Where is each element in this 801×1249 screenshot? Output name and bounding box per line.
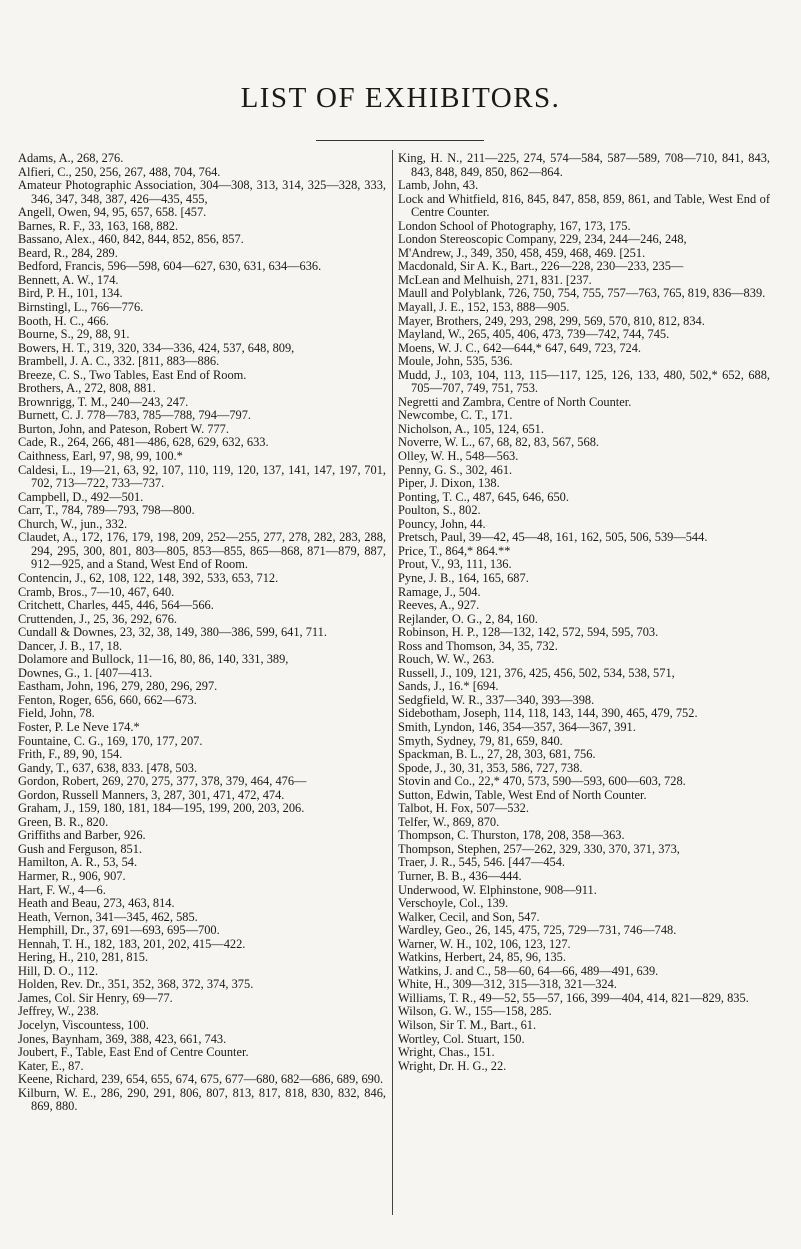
exhibitor-entry: Wilson, G. W., 155—158, 285. [398,1004,552,1019]
exhibitor-entry: Booth, H. C., 466. [18,313,109,328]
exhibitor-entry: Gordon, Russell Manners, 3, 287, 301, 471, 472, 474. [18,787,285,802]
exhibitor-entry: Wardley, Geo., 26, 145, 475, 725, 729—731, 746—748. [398,923,677,938]
exhibitor-entry: Watkins, J. and C., 58—60, 64—66, 489—491, 639. [398,963,659,978]
exhibitor-entry: Kilburn, W. E., 286, 290, 291, 806, 807, 813, 817, 818, 830, 832, 846, 869, 880. [18,1085,386,1114]
exhibitor-entry: Mudd, J., 103, 104, 113, 115—117, 125, 126, 133, 480, 502,* 652, 688, 705—707, 749, 751, 753. [398,367,770,396]
exhibitor-entry: Joubert, F., Table, East End of Centre Counter. [18,1045,249,1060]
exhibitor-entry: Bedford, Francis, 596—598, 604—627, 630, 631, 634—636. [18,259,322,274]
exhibitor-entry: Smyth, Sydney, 79, 81, 659, 840. [398,733,563,748]
exhibitor-entry: Harmer, R., 906, 907. [18,868,126,883]
exhibitor-entry: Brambell, J. A. C., 332. [811, 883—886. [18,354,220,369]
exhibitor-entry: Caldesi, L., 19—21, 63, 92, 107, 110, 119, 120, 137, 141, 147, 197, 701, 702, 713—722, 733—737. [18,462,386,491]
exhibitor-entry: Hill, D. O., 112. [18,963,99,978]
exhibitor-entry: Walker, Cecil, and Son, 547. [398,909,540,924]
exhibitor-entry: Downes, G., 1. [407—413. [18,665,153,680]
exhibitor-entry: Beard, R., 284, 289. [18,245,118,260]
exhibitor-entry: Pouncy, John, 44. [398,516,486,531]
exhibitor-entry: White, H., 309—312, 315—318, 321—324. [398,977,617,992]
exhibitor-entry: Nicholson, A., 105, 124, 651. [398,421,544,436]
exhibitor-entry: Bowers, H. T., 319, 320, 334—336, 424, 537, 648, 809, [18,340,295,355]
exhibitor-entry: Angell, Owen, 94, 95, 657, 658. [457. [18,205,207,220]
exhibitor-entry: Green, B. R., 820. [18,814,109,829]
exhibitor-entry: Bourne, S., 29, 88, 91. [18,327,130,342]
exhibitor-entry: Spackman, B. L., 27, 28, 303, 681, 756. [398,747,596,762]
exhibitor-entry: Brownrigg, T. M., 240—243, 247. [18,394,189,409]
exhibitor-entry: Penny, G. S., 302, 461. [398,462,513,477]
exhibitor-entry: Keene, Richard, 239, 654, 655, 674, 675, 677—680, 682—686, 689, 690. [18,1072,384,1087]
exhibitor-entry: Sutton, Edwin, Table, West End of North Counter. [398,787,647,802]
exhibitor-entry: Telfer, W., 869, 870. [398,814,500,829]
exhibitor-entry: Hart, F. W., 4—6. [18,882,106,897]
exhibitor-entry: Jocelyn, Viscountess, 100. [18,1018,149,1032]
exhibitor-entry: Price, T., 864,* 864.** [398,543,511,558]
exhibitor-entry: Amateur Photographic Association, 304—308, 313, 314, 325—328, 333, 346, 347, 348, 387, 426—435, 455, [18,178,386,206]
exhibitor-entry: Pyne, J. B., 164, 165, 687. [398,570,529,585]
exhibitor-entry: Sands, J., 16.* [694. [398,679,499,694]
exhibitor-entry: Watkins, Herbert, 24, 85, 96, 135. [398,950,566,965]
exhibitor-entry: Jeffrey, W., 238. [18,1004,99,1019]
exhibitor-entry: Hamilton, A. R., 53, 54. [18,855,138,870]
exhibitor-entry: Warner, W. H., 102, 106, 123, 127. [398,936,571,951]
exhibitor-entry: Adams, A., 268, 276. [18,151,124,165]
exhibitor-entry: Foster, P. Le Neve 174.* [18,719,140,734]
exhibitor-entry: Thompson, Stephen, 257—262, 329, 330, 370, 371, 373, [398,841,680,856]
exhibitor-entry: Moens, W. J. C., 642—644,* 647, 649, 723, 724. [398,340,642,355]
exhibitor-entry: Frith, F., 89, 90, 154. [18,747,123,762]
exhibitor-entry: Kater, E., 87. [18,1058,84,1073]
exhibitor-entry: Olley, W. H., 548—563. [398,449,519,464]
column-divider [392,150,393,1215]
exhibitor-entry: Gordon, Robert, 269, 270, 275, 377, 378, 379, 464, 476— [18,774,307,789]
exhibitor-entry: Traer, J. R., 545, 546. [447—454. [398,855,566,870]
exhibitor-entry: Hering, H., 210, 281, 815. [18,950,149,965]
exhibitor-entry: Ramage, J., 504. [398,584,481,599]
exhibitor-entry: Wilson, Sir T. M., Bart., 61. [398,1018,537,1032]
exhibitor-entry: Breeze, C. S., Two Tables, East End of Room. [18,367,247,382]
exhibitor-entry: Bird, P. H., 101, 134. [18,286,123,301]
title-rule [316,140,484,141]
exhibitor-entry: Mayall, J. E., 152, 153, 888—905. [398,300,570,315]
exhibitor-entry: Noverre, W. L., 67, 68, 82, 83, 567, 568. [398,435,599,450]
exhibitor-entry: Thompson, C. Thurston, 178, 208, 358—363. [398,828,625,843]
exhibitor-entry: Sidebotham, Joseph, 114, 118, 143, 144, 390, 465, 479, 752. [398,706,698,721]
exhibitor-entry: Heath and Beau, 273, 463, 814. [18,896,175,911]
exhibitor-entry: Bassano, Alex., 460, 842, 844, 852, 856, 857. [18,232,244,247]
exhibitor-entry: London Stereoscopic Company, 229, 234, 244—246, 248, [398,232,687,247]
exhibitor-entry: Lock and Whitfield, 816, 845, 847, 858, 859, 861, and Table, West End of Centre Counter. [398,191,770,220]
exhibitor-entry: Stovin and Co., 22,* 470, 573, 590—593, 600—603, 728. [398,774,686,789]
exhibitor-entry: Piper, J. Dixon, 138. [398,476,500,491]
exhibitor-entry: Carr, T., 784, 789—793, 798—800. [18,503,195,518]
exhibitor-entry: Turner, B. B., 436—444. [398,868,522,883]
exhibitor-entry: Gush and Ferguson, 851. [18,841,143,856]
exhibitor-entry: Cramb, Bros., 7—10, 467, 640. [18,584,175,599]
exhibitor-entry: Cundall & Downes, 23, 32, 38, 149, 380—386, 599, 641, 711. [18,625,327,640]
exhibitor-entry: King, H. N., 211—225, 274, 574—584, 587—589, 708—710, 841, 843, 843, 848, 849, 850, 862—864. [398,151,770,179]
exhibitor-entry: Griffiths and Barber, 926. [18,828,146,843]
exhibitor-entry: Pretsch, Paul, 39—42, 45—48, 161, 162, 505, 506, 539—544. [398,530,708,545]
exhibitor-entry: Maull and Polyblank, 726, 750, 754, 755, 757—763, 765, 819, 836—839. [398,286,766,301]
page-title: LIST OF EXHIBITORS. [240,82,561,114]
exhibitor-entry: Contencin, J., 62, 108, 122, 148, 392, 533, 653, 712. [18,570,279,585]
exhibitor-entry: Caithness, Earl, 97, 98, 99, 100.* [18,449,183,464]
exhibitor-entry: Verschoyle, Col., 139. [398,896,509,911]
exhibitor-entry: Ross and Thomson, 34, 35, 732. [398,638,558,653]
exhibitor-entry: Lamb, John, 43. [398,178,479,193]
exhibitor-entry: Burton, John, and Pateson, Robert W. 777. [18,421,229,436]
exhibitor-entry: London School of Photography, 167, 173, 175. [398,218,631,233]
exhibitor-entry: Robinson, H. P., 128—132, 142, 572, 594, 595, 703. [398,625,659,640]
exhibitor-entry: Wortley, Col. Stuart, 150. [398,1031,525,1046]
exhibitor-entry: Rouch, W. W., 263. [398,652,495,667]
exhibitor-entry: Underwood, W. Elphinstone, 908—911. [398,882,597,897]
exhibitor-entry: Mayland, W., 265, 405, 406, 473, 739—742, 744, 745. [398,327,670,342]
right-column [398,152,770,1073]
exhibitor-entry: Birnstingl, L., 766—776. [18,300,144,315]
exhibitor-entry: Claudet, A., 172, 176, 179, 198, 209, 252—255, 277, 278, 282, 283, 288, 294, 295, 300, 801, 803—805, 853—855, 865—868, 871—879, 887, 912—925, and a Stand, West End of Room. [18,530,386,572]
exhibitor-entry: Field, John, 78. [18,706,95,721]
exhibitor-entry: Dancer, J. B., 17, 18. [18,638,123,653]
exhibitor-entry: Campbell, D., 492—501. [18,489,144,504]
exhibitor-entry: Spode, J., 30, 31, 353, 586, 727, 738. [398,760,583,775]
exhibitor-entry: Heath, Vernon, 341—345, 462, 585. [18,909,198,924]
exhibitor-entry: Smith, Lyndon, 146, 354—357, 364—367, 391. [398,719,636,734]
exhibitor-entry: Russell, J., 109, 121, 376, 425, 456, 502, 534, 538, 571, [398,665,675,680]
exhibitor-entry: McLean and Melhuish, 271, 831. [237. [398,272,592,287]
left-column [18,152,386,1114]
exhibitor-entry: Fenton, Roger, 656, 660, 662—673. [18,692,197,707]
exhibitor-entry: Church, W., jun., 332. [18,516,128,531]
exhibitor-entry: Jones, Baynham, 369, 388, 423, 661, 743. [18,1031,227,1046]
exhibitor-entry: Brothers, A., 272, 808, 881. [18,381,156,396]
exhibitor-entry: Burnett, C. J. 778—783, 785—788, 794—797. [18,408,252,423]
exhibitor-entry: Gandy, T., 637, 638, 833. [478, 503. [18,760,198,775]
exhibitor-entry: Ponting, T. C., 487, 645, 646, 650. [398,489,569,504]
exhibitor-entry: Negretti and Zambra, Centre of North Counter. [398,394,632,409]
exhibitor-entry: Graham, J., 159, 180, 181, 184—195, 199, 200, 203, 206. [18,801,305,816]
exhibitor-entry: Wright, Chas., 151. [398,1045,495,1060]
exhibitor-entry: Cade, R., 264, 266, 481—486, 628, 629, 632, 633. [18,435,269,450]
exhibitor-entry: Fountaine, C. G., 169, 170, 177, 207. [18,733,203,748]
exhibitor-entry: Moule, John, 535, 536. [398,354,513,369]
exhibitor-entry: James, Col. Sir Henry, 69—77. [18,990,173,1005]
exhibitor-entry: Newcombe, C. T., 171. [398,408,513,423]
exhibitor-entry: Cruttenden, J., 25, 36, 292, 676. [18,611,178,626]
exhibitor-entry: Hemphill, Dr., 37, 691—693, 695—700. [18,923,220,938]
exhibitor-entry: Poulton, S., 802. [398,503,481,518]
exhibitor-entry: Dolamore and Bullock, 11—16, 80, 86, 140, 331, 389, [18,652,289,667]
exhibitor-entry: Williams, T. R., 49—52, 55—57, 166, 399—404, 414, 821—829, 835. [398,990,749,1005]
exhibitor-entry: Sedgfield, W. R., 337—340, 393—398. [398,692,595,707]
exhibitor-entry: Critchett, Charles, 445, 446, 564—566. [18,598,214,613]
exhibitor-entry: Prout, V., 93, 111, 136. [398,557,512,572]
exhibitor-entry: Rejlander, O. G., 2, 84, 160. [398,611,538,626]
exhibitor-entry: Reeves, A., 927. [398,598,480,613]
exhibitor-entry: M'Andrew, J., 349, 350, 458, 459, 468, 469. [251. [398,245,646,260]
exhibitor-entry: Bennett, A. W., 174. [18,272,119,287]
exhibitor-entry: Alfieri, C., 250, 256, 267, 488, 704, 764. [18,164,221,179]
exhibitor-entry: Holden, Rev. Dr., 351, 352, 368, 372, 374, 375. [18,977,254,992]
exhibitor-entry: Hennah, T. H., 182, 183, 201, 202, 415—422. [18,936,246,951]
exhibitor-entry: Eastham, John, 196, 279, 280, 296, 297. [18,679,218,694]
exhibitor-entry: Talbot, H. Fox, 507—532. [398,801,529,816]
exhibitor-entry: Mayer, Brothers, 249, 293, 298, 299, 569, 570, 810, 812, 834. [398,313,705,328]
exhibitor-entry: Barnes, R. F., 33, 163, 168, 882. [18,218,179,233]
exhibitor-entry: Wright, Dr. H. G., 22. [398,1058,507,1073]
exhibitor-entry: Macdonald, Sir A. K., Bart., 226—228, 230—233, 235— [398,259,684,274]
